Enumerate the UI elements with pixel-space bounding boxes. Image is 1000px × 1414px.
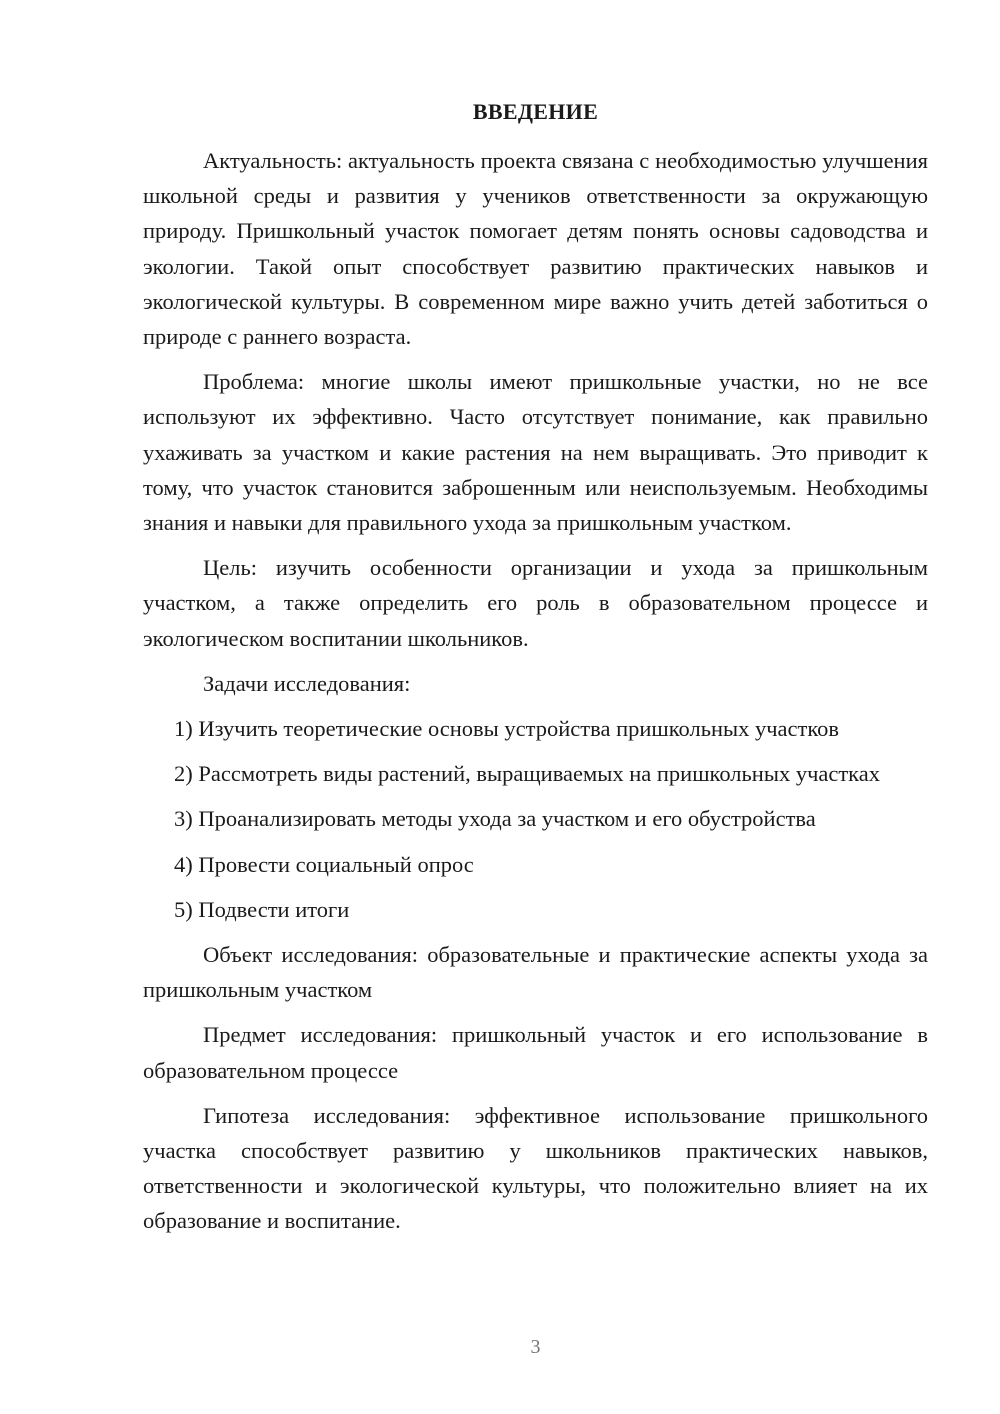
paragraph-subject: Предмет исследования: пришкольный участок и его использование в образовательном процессе — [143, 1022, 928, 1083]
paragraph-relevance: Актуальность: актуальность проекта связана с необходимостью улучшения школьной среды и развития у учеников ответственности за окружающую природу. Пришкольный участок помогает детям понять основы садоводства и экологии. Такой опыт способствует развитию практических навыков и экологической культуры. В современном мире важно учить детей заботиться о природе с раннего возраста. — [143, 148, 928, 350]
document-body — [143, 143, 928, 1249]
task-item-2: 2) Рассмотреть виды растений, выращиваемых на пришкольных участках — [174, 761, 881, 787]
task-item-3: 3) Проанализировать методы ухода за участком и его обустройства — [174, 806, 816, 832]
paragraph-object: Объект исследования: образовательные и практические аспекты ухода за пришкольным участком — [143, 942, 928, 1003]
document-page — [143, 0, 928, 1414]
paragraph-problem: Проблема: многие школы имеют пришкольные участки, но не все используют их эффективно. Часто отсутствует понимание, как правильно ухаживать за участком и какие растения на нем выращивать. Это приводит к тому, что участок становится заброшенным или неиспользуемым. Необходимы знания и навыки для правильного ухода за пришкольным участком. — [143, 369, 928, 536]
page-number: 3 — [530, 1336, 541, 1358]
paragraph-hypothesis: Гипотеза исследования: эффективное использование пришкольного участка способствует развитию у школьников практических навыков, ответственности и экологической культуры, что положительно влияет на их образование и воспитание. — [143, 1102, 928, 1234]
task-item-4: 4) Провести социальный опрос — [174, 851, 474, 877]
paragraph-goal: Цель: изучить особенности организации и ухода за пришкольным участком, а также определить его роль в образовательном процессе и экологическом воспитании школьников. — [143, 555, 928, 651]
task-item-5: 5) Подвести итоги — [174, 896, 350, 922]
task-item-1: 1) Изучить теоретические основы устройства пришкольных участков — [174, 716, 840, 742]
page-title: ВВЕДЕНИЕ — [472, 99, 599, 124]
paragraph-tasks-heading: Задачи исследования: — [203, 670, 411, 696]
